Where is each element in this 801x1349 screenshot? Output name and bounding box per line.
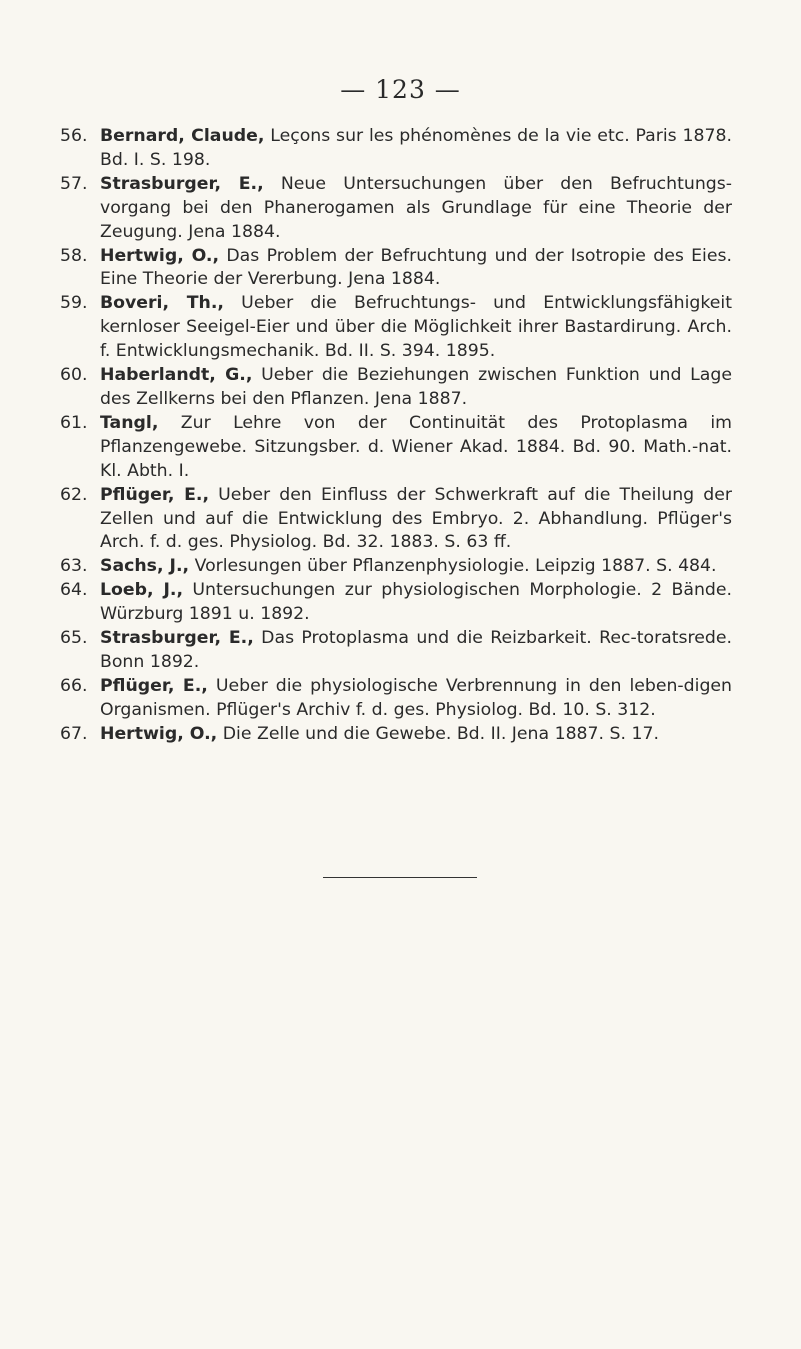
reference-text: Vorlesungen über Pflanzenphysiologie. Leipzig 1887. S. 484.	[189, 556, 717, 577]
reference-item	[60, 579, 732, 627]
reference-author: Strasburger, E.,	[100, 628, 254, 649]
reference-number: 56.	[60, 126, 88, 146]
reference-number: 60.	[60, 365, 88, 386]
reference-text: Ueber die Befruchtungs- und Entwicklungsfähigkeit kernloser Seeigel-Eier und über die Möglichkeit ihrer Bastardirung. Arch. f. Entwicklungsmechanik. Bd. II. S. 394. 1895.	[100, 293, 732, 362]
reference-text: Ueber die physiologische Verbrennung in den leben-digen Organismen. Pflüger's Archiv f. d. ges. Physiolog. Bd. 10. S. 312.	[100, 675, 732, 720]
reference-item	[60, 412, 732, 484]
reference-item	[60, 555, 732, 579]
reference-text: Zur Lehre von der Continuität des Protoplasma im Pflanzengewebe. Sitzungsber. d. Wiener Akad. 1884. Bd. 90. Math.-nat. Kl. Abth. I.	[100, 412, 732, 481]
reference-author: Loeb, J.,	[100, 580, 184, 601]
reference-text: Das Protoplasma und die Reizbarkeit. Rec-toratsrede. Bonn 1892.	[100, 628, 733, 672]
reference-item	[60, 484, 732, 556]
reference-text: Ueber die Beziehungen zwischen Funktion und Lage des Zellkerns bei den Pflanzen. Jena 1887.	[100, 365, 733, 409]
reference-number: 66.	[60, 675, 88, 696]
reference-author: Tangl,	[100, 412, 159, 433]
reference-item	[60, 723, 732, 747]
reference-item	[60, 245, 732, 293]
reference-author: Boveri, Th.,	[100, 293, 224, 314]
reference-text: Untersuchungen zur physiologischen Morphologie. 2 Bände. Würzburg 1891 u. 1892.	[100, 580, 732, 625]
reference-item	[60, 292, 732, 364]
reference-author: Bernard, Claude,	[100, 126, 265, 146]
reference-number: 57.	[60, 173, 88, 194]
reference-author: Strasburger, E.,	[100, 173, 264, 194]
reference-author: Pflüger, E.,	[100, 675, 208, 696]
reference-author: Hertwig, O.,	[100, 245, 220, 266]
reference-number: 62.	[60, 484, 88, 505]
reference-text: Ueber den Einfluss der Schwerkraft auf die Theilung der Zellen und auf die Entwicklung des Embryo. 2. Abhandlung. Pflüger's Arch. f. d. ges. Physiolog. Bd. 32. 1883. S. 63 ff.	[100, 484, 732, 553]
reference-author: Pflüger, E.,	[100, 484, 210, 505]
reference-number: 61.	[60, 412, 88, 433]
reference-text: Das Problem der Befruchtung und der Isotropie des Eies. Eine Theorie der Vererbung. Jena 1884.	[100, 245, 732, 290]
reference-item	[60, 627, 732, 675]
reference-item	[60, 173, 732, 245]
end-rule	[323, 877, 477, 878]
page-number: — 123 —	[340, 75, 461, 104]
reference-number: 58.	[60, 245, 88, 266]
reference-list	[60, 125, 732, 747]
reference-item	[60, 364, 732, 412]
reference-number: 64.	[60, 580, 88, 601]
reference-number: 65.	[60, 628, 88, 649]
reference-text: Neue Untersuchungen über den Befruchtungs-vorgang bei den Phanerogamen als Grundlage für eine Theorie der Zeugung. Jena 1884.	[100, 173, 732, 242]
reference-number: 59.	[60, 293, 88, 314]
reference-author: Hertwig, O.,	[100, 723, 218, 744]
reference-author: Sachs, J.,	[100, 556, 190, 577]
reference-number: 63.	[60, 556, 88, 577]
reference-number: 67.	[60, 723, 88, 744]
reference-item	[60, 125, 732, 173]
reference-text: Leçons sur les phénomènes de la vie etc. Paris 1878. Bd. I. S. 198.	[100, 126, 732, 170]
reference-text: Die Zelle und die Gewebe. Bd. II. Jena 1887. S. 17.	[217, 723, 659, 744]
reference-item	[60, 675, 732, 723]
reference-author: Haberlandt, G.,	[100, 365, 253, 386]
